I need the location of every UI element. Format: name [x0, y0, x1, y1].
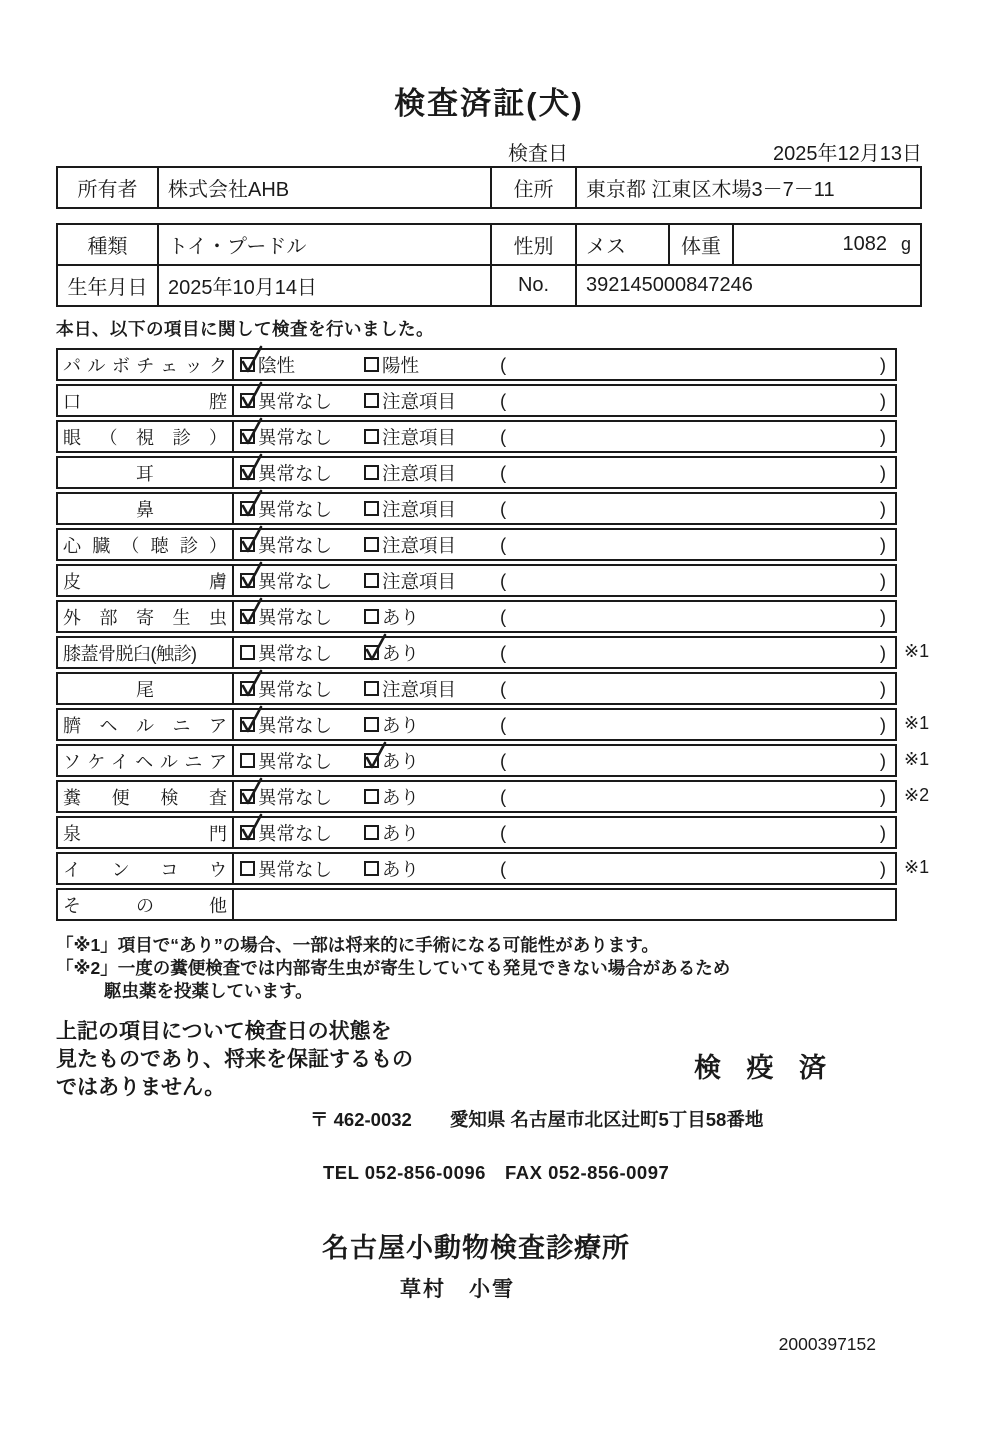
item-label: インコウ	[63, 859, 227, 880]
check-mark-icon	[240, 777, 264, 806]
option-label: 陽性	[382, 354, 420, 376]
option-1	[240, 568, 364, 594]
option-label: 異常なし	[258, 714, 333, 736]
option-label: 注意項目	[382, 426, 457, 448]
option-1	[240, 496, 364, 522]
note-paren-close: )	[879, 821, 886, 843]
item-label: ソケイヘルニア	[63, 751, 227, 772]
check-mark-icon	[240, 561, 264, 590]
quarantine-stamp: 検 疫 済	[694, 1053, 836, 1084]
note-paren-open: (	[500, 713, 507, 735]
checkbox	[364, 789, 379, 804]
option-label: あり	[382, 750, 420, 772]
option-label: あり	[382, 822, 420, 844]
note-paren-open: (	[500, 785, 507, 807]
checkbox	[364, 825, 379, 840]
footnote-1: 「※1」項目で“あり”の場合、一部は将来的に手術になる可能性があります。	[56, 935, 659, 955]
option-1	[240, 604, 364, 630]
checkbox	[240, 537, 255, 552]
check-mark-icon	[364, 633, 388, 662]
note-paren-open: (	[500, 533, 507, 555]
option-2	[364, 640, 500, 666]
option-2	[364, 460, 500, 486]
checkbox	[240, 681, 255, 696]
note-paren-open: (	[500, 425, 507, 447]
address-label: 住所	[491, 167, 576, 208]
checkbox	[364, 393, 379, 408]
breed-value: トイ・プードル	[158, 224, 491, 265]
option-2	[364, 820, 500, 846]
birth-label: 生年月日	[57, 265, 158, 306]
table-row	[57, 167, 921, 208]
disclaimer-text	[56, 1018, 496, 1101]
checklist-row	[56, 492, 897, 525]
note-paren-close: )	[879, 857, 886, 879]
checkbox	[240, 609, 255, 624]
note-paren-close: )	[879, 569, 886, 591]
checkbox	[364, 645, 379, 660]
option-2	[364, 604, 500, 630]
checkbox	[240, 465, 255, 480]
option-label: 注意項目	[382, 534, 457, 556]
clinic-address-line	[56, 1106, 922, 1132]
disclaimer-line: 見たものであり、将来を保証するもの	[56, 1048, 413, 1071]
note-paren-close: )	[879, 605, 886, 627]
serial-number: 2000397152	[778, 1334, 876, 1355]
weight-number: 1082	[842, 233, 887, 255]
exam-date-row	[56, 137, 922, 163]
intro-sentence: 本日、以下の項目に関して検査を行いました。	[56, 319, 434, 339]
note-paren-open: (	[500, 497, 507, 519]
no-value: 392145000847246	[576, 265, 921, 306]
option-1	[240, 640, 364, 666]
option-label: 異常なし	[258, 462, 333, 484]
checkbox	[240, 825, 255, 840]
check-mark-icon	[240, 525, 264, 554]
option-label: 異常なし	[258, 534, 333, 556]
note-paren-close: )	[879, 749, 886, 771]
option-2	[364, 676, 500, 702]
option-label: 異常なし	[258, 606, 333, 628]
check-mark-icon	[240, 345, 264, 374]
option-label: 異常なし	[258, 570, 333, 592]
option-label: あり	[382, 714, 420, 736]
row-marker: ※1	[904, 857, 930, 877]
option-2	[364, 424, 500, 450]
checkbox	[240, 357, 255, 372]
page-title: 検査済証(犬)	[394, 86, 584, 121]
owner-label: 所有者	[57, 167, 158, 208]
weight-label: 体重	[669, 224, 733, 265]
sex-label: 性別	[491, 224, 576, 265]
checkbox	[364, 609, 379, 624]
row-marker: ※1	[904, 641, 930, 661]
checklist-table	[56, 348, 930, 921]
checkbox	[240, 429, 255, 444]
checklist-row	[56, 852, 930, 885]
item-label: 臍ヘルニア	[63, 715, 227, 736]
option-1	[240, 748, 364, 774]
checkbox	[364, 537, 379, 552]
checklist-row	[56, 420, 897, 453]
note-paren-close: )	[879, 641, 886, 663]
checklist-row	[56, 744, 930, 777]
no-label: No.	[491, 265, 576, 306]
row-marker: ※2	[904, 785, 930, 805]
checkbox	[364, 681, 379, 696]
check-mark-icon	[240, 597, 264, 626]
option-1	[240, 460, 364, 486]
option-2	[364, 352, 500, 378]
weight-unit: g	[900, 234, 911, 254]
row-marker: ※1	[904, 749, 930, 769]
checklist-row	[56, 816, 897, 849]
option-label: 注意項目	[382, 390, 457, 412]
check-mark-icon	[240, 705, 264, 734]
item-label: パルボチェック	[63, 355, 227, 376]
option-label: 異常なし	[258, 858, 333, 880]
option-label: 異常なし	[258, 678, 333, 700]
certificate-document	[56, 78, 930, 1355]
sex-value: メス	[576, 224, 669, 265]
option-label: 異常なし	[258, 426, 333, 448]
checklist-row	[56, 456, 897, 489]
checkbox	[364, 429, 379, 444]
note-paren-close: )	[879, 425, 886, 447]
checkbox	[364, 357, 379, 372]
exam-date-value: 2025年12月13日	[773, 143, 922, 165]
note-paren-close: )	[879, 353, 886, 375]
note-paren-open: (	[500, 461, 507, 483]
note-paren-close: )	[879, 461, 886, 483]
note-paren-close: )	[879, 389, 886, 411]
item-label: 泉門	[63, 823, 227, 844]
check-mark-icon	[240, 417, 264, 446]
option-1	[240, 532, 364, 558]
note-paren-close: )	[879, 677, 886, 699]
checklist-row	[56, 672, 897, 705]
note-paren-close: )	[879, 713, 886, 735]
disclaimer-line: 上記の項目について検査日の状態を	[56, 1020, 392, 1044]
exam-date-label: 検査日	[508, 143, 568, 165]
checklist-row	[56, 384, 897, 417]
item-label: 耳	[136, 463, 154, 484]
note-paren-open: (	[500, 605, 507, 627]
option-1	[240, 388, 364, 414]
tel-fax-line: TEL 052-856-0096 FAX 052-856-0097	[323, 1162, 670, 1184]
weight-value	[733, 224, 921, 265]
table-row	[57, 224, 921, 265]
item-label: 心臓（聴診）	[63, 535, 227, 556]
check-mark-icon	[240, 669, 264, 698]
option-label: 異常なし	[258, 390, 333, 412]
item-label: 眼（視診）	[63, 427, 227, 448]
option-2	[364, 496, 500, 522]
checkbox	[240, 573, 255, 588]
item-label: 外部寄生虫	[63, 607, 227, 628]
option-label: 陰性	[258, 354, 296, 376]
item-label: その他	[63, 895, 227, 916]
checklist-row	[56, 888, 897, 921]
postal-code: 〒 462-0032	[310, 1109, 412, 1131]
option-1	[240, 352, 364, 378]
checklist-row	[56, 528, 897, 561]
checkbox	[240, 501, 255, 516]
check-mark-icon	[240, 813, 264, 842]
address-value: 東京都 江東区木場3－7－11	[576, 167, 921, 208]
item-label: 口腔	[63, 391, 227, 412]
note-paren-close: )	[879, 533, 886, 555]
checkbox	[240, 393, 255, 408]
checkbox	[364, 753, 379, 768]
option-2	[364, 856, 500, 882]
row-marker: ※1	[904, 713, 930, 733]
checkbox	[240, 789, 255, 804]
option-1	[240, 712, 364, 738]
option-label: あり	[382, 786, 420, 808]
option-label: 注意項目	[382, 678, 457, 700]
option-label: 異常なし	[258, 822, 333, 844]
option-2	[364, 388, 500, 414]
item-label: 皮膚	[63, 571, 227, 592]
option-label: 注意項目	[382, 498, 457, 520]
note-paren-open: (	[500, 677, 507, 699]
option-2	[364, 712, 500, 738]
option-1	[240, 784, 364, 810]
check-mark-icon	[240, 489, 264, 518]
footnote-2: 「※2」一度の糞便検査では内部寄生虫が寄生していても発見できない場合があるため	[56, 958, 731, 979]
option-2	[364, 568, 500, 594]
checkbox	[240, 753, 255, 768]
checkbox	[364, 573, 379, 588]
option-1	[240, 820, 364, 846]
item-label: 尾	[136, 679, 154, 700]
option-1	[240, 676, 364, 702]
note-paren-open: (	[500, 821, 507, 843]
birth-value: 2025年10月14日	[158, 265, 491, 306]
owner-value: 株式会社AHB	[158, 167, 491, 208]
item-label: 鼻	[136, 499, 154, 520]
checkbox	[240, 861, 255, 876]
item-label: 膝蓋骨脱臼(触診)	[63, 643, 197, 664]
check-mark-icon	[240, 381, 264, 410]
checkbox	[364, 465, 379, 480]
option-label: 異常なし	[258, 642, 333, 664]
checklist-row	[56, 348, 897, 381]
item-label: 糞便検査	[63, 787, 227, 808]
checklist-row	[56, 636, 930, 669]
checklist-row	[56, 564, 897, 597]
footnote-2b: 駆虫薬を投薬しています。	[104, 981, 313, 1002]
check-mark-icon	[240, 453, 264, 482]
option-label: 異常なし	[258, 750, 333, 772]
option-2	[364, 748, 500, 774]
checkbox	[364, 717, 379, 732]
checkbox	[240, 645, 255, 660]
disclaimer-line: ではありません。	[56, 1075, 226, 1099]
footnotes	[56, 934, 922, 1003]
option-label: あり	[382, 642, 420, 664]
option-label: あり	[382, 606, 420, 628]
note-paren-open: (	[500, 641, 507, 663]
checklist-row	[56, 600, 897, 633]
option-1	[240, 856, 364, 882]
option-label: 異常なし	[258, 786, 333, 808]
option-1	[240, 424, 364, 450]
note-paren-open: (	[500, 389, 507, 411]
option-label: 異常なし	[258, 498, 333, 520]
clinic-address: 愛知県 名古屋市北区辻町5丁目58番地	[449, 1109, 764, 1131]
option-2	[364, 532, 500, 558]
checklist-row	[56, 708, 930, 741]
table-row	[57, 265, 921, 306]
owner-table	[56, 166, 922, 209]
checklist-row	[56, 780, 930, 813]
note-paren-open: (	[500, 353, 507, 375]
option-label: あり	[382, 858, 420, 880]
checkbox	[364, 501, 379, 516]
breed-label: 種類	[57, 224, 158, 265]
pet-info-table	[56, 223, 922, 307]
checkbox	[364, 861, 379, 876]
option-label: 注意項目	[382, 462, 457, 484]
check-mark-icon	[364, 741, 388, 770]
checkbox	[240, 717, 255, 732]
note-paren-open: (	[500, 749, 507, 771]
closing-block	[56, 1018, 922, 1102]
clinic-name: 名古屋小動物検査診療所	[322, 1233, 630, 1264]
option-label: 注意項目	[382, 570, 457, 592]
note-paren-close: )	[879, 497, 886, 519]
option-2	[364, 784, 500, 810]
note-paren-open: (	[500, 857, 507, 879]
note-paren-open: (	[500, 569, 507, 591]
examiner-name: 草村 小雪	[400, 1278, 515, 1302]
note-paren-close: )	[879, 785, 886, 807]
